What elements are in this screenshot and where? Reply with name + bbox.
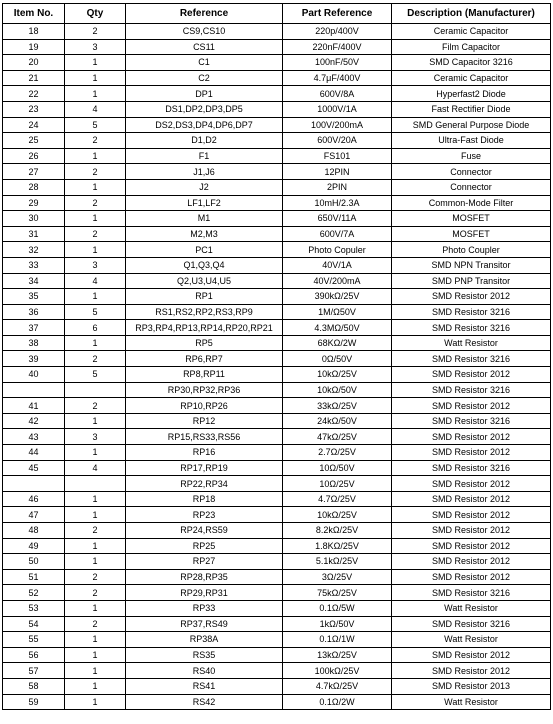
table-row — [3, 195, 551, 211]
item-no-cell: 56 — [3, 647, 65, 663]
description-cell: SMD General Purpose Diode — [392, 117, 551, 133]
table-row — [3, 382, 551, 398]
qty-cell: 2 — [65, 351, 126, 367]
reference-cell: Q1,Q3,Q4 — [126, 257, 283, 273]
part-reference-cell: 100V/200mA — [283, 117, 392, 133]
item-no-cell: 52 — [3, 585, 65, 601]
reference-cell: M1 — [126, 211, 283, 227]
table-row — [3, 304, 551, 320]
qty-cell: 1 — [65, 289, 126, 305]
item-no-cell: 45 — [3, 460, 65, 476]
qty-cell: 1 — [65, 694, 126, 710]
qty-cell: 2 — [65, 195, 126, 211]
table-row — [3, 538, 551, 554]
table-row — [3, 164, 551, 180]
reference-cell: DS1,DP2,DP3,DP5 — [126, 101, 283, 117]
item-no-cell: 27 — [3, 164, 65, 180]
table-row — [3, 24, 551, 40]
table-row — [3, 335, 551, 351]
qty-cell: 1 — [65, 148, 126, 164]
reference-cell: F1 — [126, 148, 283, 164]
reference-cell: RP22,RP34 — [126, 476, 283, 492]
table-row — [3, 398, 551, 414]
table-row — [3, 351, 551, 367]
description-cell: SMD Resistor 2012 — [392, 491, 551, 507]
part-reference-cell: 1kΩ/50V — [283, 616, 392, 632]
part-reference-cell: 3Ω/25V — [283, 569, 392, 585]
reference-cell: CS11 — [126, 39, 283, 55]
reference-cell: RP37,RS49 — [126, 616, 283, 632]
description-cell: SMD NPN Transitor — [392, 257, 551, 273]
part-reference-cell: 13kΩ/25V — [283, 647, 392, 663]
part-reference-cell: 8.2kΩ/25V — [283, 523, 392, 539]
item-no-cell: 47 — [3, 507, 65, 523]
item-no-cell: 58 — [3, 678, 65, 694]
item-no-cell: 22 — [3, 86, 65, 102]
table-row — [3, 507, 551, 523]
qty-cell: 1 — [65, 507, 126, 523]
item-no-cell: 25 — [3, 133, 65, 149]
header-reference: Reference — [126, 4, 283, 24]
description-cell: SMD Resistor 3216 — [392, 320, 551, 336]
qty-cell: 2 — [65, 585, 126, 601]
qty-cell: 2 — [65, 226, 126, 242]
table-row — [3, 678, 551, 694]
part-reference-cell: 4.3MΩ/50V — [283, 320, 392, 336]
qty-cell — [65, 382, 126, 398]
part-reference-cell: 10kΩ/25V — [283, 507, 392, 523]
part-reference-cell: 600V/8A — [283, 86, 392, 102]
reference-cell: RP29,RP31 — [126, 585, 283, 601]
table-row — [3, 429, 551, 445]
reference-cell: RP5 — [126, 335, 283, 351]
description-cell: Common-Mode Filter — [392, 195, 551, 211]
table-row — [3, 476, 551, 492]
item-no-cell: 31 — [3, 226, 65, 242]
table-row — [3, 445, 551, 461]
description-cell: SMD Resistor 2012 — [392, 663, 551, 679]
item-no-cell: 51 — [3, 569, 65, 585]
item-no-cell: 18 — [3, 24, 65, 40]
table-row — [3, 647, 551, 663]
reference-cell: RP27 — [126, 554, 283, 570]
part-reference-cell: 75kΩ/25V — [283, 585, 392, 601]
part-reference-cell: 600V/7A — [283, 226, 392, 242]
reference-cell: LF1,LF2 — [126, 195, 283, 211]
item-no-cell: 38 — [3, 335, 65, 351]
part-reference-cell: 1.8KΩ/25V — [283, 538, 392, 554]
table-row — [3, 117, 551, 133]
reference-cell: RS35 — [126, 647, 283, 663]
part-reference-cell: 650V/11A — [283, 211, 392, 227]
qty-cell: 4 — [65, 460, 126, 476]
description-cell: SMD Resistor 3216 — [392, 616, 551, 632]
part-reference-cell: 0.1Ω/1W — [283, 632, 392, 648]
qty-cell: 5 — [65, 367, 126, 383]
reference-cell: RP15,RS33,RS56 — [126, 429, 283, 445]
item-no-cell: 54 — [3, 616, 65, 632]
description-cell: Ceramic Capacitor — [392, 70, 551, 86]
description-cell: Ultra-Fast Diode — [392, 133, 551, 149]
reference-cell: RP23 — [126, 507, 283, 523]
reference-cell: RS40 — [126, 663, 283, 679]
description-cell: SMD Resistor 3216 — [392, 304, 551, 320]
qty-cell: 1 — [65, 600, 126, 616]
bom-table — [2, 3, 551, 710]
description-cell: SMD Resistor 2012 — [392, 507, 551, 523]
reference-cell: RP10,RP26 — [126, 398, 283, 414]
description-cell: SMD Resistor 2012 — [392, 569, 551, 585]
description-cell: SMD Resistor 2012 — [392, 445, 551, 461]
description-cell: SMD Resistor 2012 — [392, 476, 551, 492]
description-cell: Connector — [392, 179, 551, 195]
reference-cell: RS42 — [126, 694, 283, 710]
item-no-cell: 50 — [3, 554, 65, 570]
description-cell: Hyperfast2 Diode — [392, 86, 551, 102]
description-cell: SMD Resistor 2012 — [392, 647, 551, 663]
reference-cell: RP25 — [126, 538, 283, 554]
part-reference-cell: 220p/400V — [283, 24, 392, 40]
item-no-cell: 55 — [3, 632, 65, 648]
description-cell: MOSFET — [392, 226, 551, 242]
table-row — [3, 367, 551, 383]
description-cell: Watt Resistor — [392, 694, 551, 710]
part-reference-cell: 0.1Ω/2W — [283, 694, 392, 710]
table-row — [3, 70, 551, 86]
part-reference-cell: 2.7Ω/25V — [283, 445, 392, 461]
part-reference-cell: 10mH/2.3A — [283, 195, 392, 211]
item-no-cell: 42 — [3, 413, 65, 429]
reference-cell: RP38A — [126, 632, 283, 648]
item-no-cell: 34 — [3, 273, 65, 289]
qty-cell: 1 — [65, 211, 126, 227]
description-cell: SMD Resistor 3216 — [392, 382, 551, 398]
reference-cell: RP6,RP7 — [126, 351, 283, 367]
description-cell: SMD Resistor 2012 — [392, 367, 551, 383]
part-reference-cell: 24kΩ/50V — [283, 413, 392, 429]
qty-cell: 2 — [65, 164, 126, 180]
part-reference-cell: 1M/Ω50V — [283, 304, 392, 320]
table-row — [3, 523, 551, 539]
table-row — [3, 211, 551, 227]
table-row — [3, 460, 551, 476]
description-cell: SMD Resistor 3216 — [392, 460, 551, 476]
description-cell: SMD Resistor 2012 — [392, 398, 551, 414]
table-row — [3, 242, 551, 258]
qty-cell: 1 — [65, 55, 126, 71]
item-no-cell: 41 — [3, 398, 65, 414]
qty-cell: 2 — [65, 24, 126, 40]
table-row — [3, 273, 551, 289]
part-reference-cell: 100kΩ/25V — [283, 663, 392, 679]
description-cell: Connector — [392, 164, 551, 180]
description-cell: SMD Resistor 2012 — [392, 289, 551, 305]
reference-cell: RP12 — [126, 413, 283, 429]
qty-cell: 5 — [65, 304, 126, 320]
part-reference-cell: 390kΩ/25V — [283, 289, 392, 305]
table-row — [3, 320, 551, 336]
qty-cell: 1 — [65, 647, 126, 663]
qty-cell: 1 — [65, 538, 126, 554]
description-cell: SMD PNP Transitor — [392, 273, 551, 289]
item-no-cell: 39 — [3, 351, 65, 367]
reference-cell: M2,M3 — [126, 226, 283, 242]
qty-cell: 3 — [65, 429, 126, 445]
description-cell: Photo Coupler — [392, 242, 551, 258]
part-reference-cell: 10Ω/50V — [283, 460, 392, 476]
table-row — [3, 632, 551, 648]
table-row — [3, 413, 551, 429]
qty-cell: 1 — [65, 70, 126, 86]
reference-cell: DS2,DS3,DP4,DP6,DP7 — [126, 117, 283, 133]
reference-cell: PC1 — [126, 242, 283, 258]
item-no-cell: 23 — [3, 101, 65, 117]
reference-cell: J2 — [126, 179, 283, 195]
item-no-cell: 20 — [3, 55, 65, 71]
part-reference-cell: 0.1Ω/5W — [283, 600, 392, 616]
reference-cell: RP3,RP4,RP13,RP14,RP20,RP21 — [126, 320, 283, 336]
qty-cell: 3 — [65, 39, 126, 55]
reference-cell: RP16 — [126, 445, 283, 461]
table-header — [3, 4, 551, 24]
table-row — [3, 101, 551, 117]
reference-cell: Q2,U3,U4,U5 — [126, 273, 283, 289]
header-description: Description (Manufacturer) — [392, 4, 551, 24]
item-no-cell: 43 — [3, 429, 65, 445]
item-no-cell: 35 — [3, 289, 65, 305]
item-no-cell: 49 — [3, 538, 65, 554]
reference-cell: DP1 — [126, 86, 283, 102]
table-body — [3, 24, 551, 710]
item-no-cell — [3, 476, 65, 492]
qty-cell: 4 — [65, 101, 126, 117]
qty-cell: 1 — [65, 632, 126, 648]
reference-cell: RS1,RS2,RP2,RS3,RP9 — [126, 304, 283, 320]
part-reference-cell: 5.1kΩ/25V — [283, 554, 392, 570]
item-no-cell: 24 — [3, 117, 65, 133]
reference-cell: D1,D2 — [126, 133, 283, 149]
description-cell: Film Capacitor — [392, 39, 551, 55]
part-reference-cell: 4.7Ω/25V — [283, 491, 392, 507]
description-cell: Ceramic Capacitor — [392, 24, 551, 40]
qty-cell: 1 — [65, 86, 126, 102]
table-row — [3, 133, 551, 149]
qty-cell: 3 — [65, 257, 126, 273]
part-reference-cell: Photo Copuler — [283, 242, 392, 258]
table-row — [3, 39, 551, 55]
table-row — [3, 289, 551, 305]
qty-cell: 1 — [65, 179, 126, 195]
reference-cell: RP1 — [126, 289, 283, 305]
qty-cell: 1 — [65, 678, 126, 694]
reference-cell: RP33 — [126, 600, 283, 616]
reference-cell: RP8,RP11 — [126, 367, 283, 383]
table-row — [3, 491, 551, 507]
part-reference-cell: 10kΩ/25V — [283, 367, 392, 383]
description-cell: Watt Resistor — [392, 335, 551, 351]
reference-cell: RS41 — [126, 678, 283, 694]
part-reference-cell: 12PIN — [283, 164, 392, 180]
item-no-cell: 44 — [3, 445, 65, 461]
qty-cell: 1 — [65, 413, 126, 429]
description-cell: Watt Resistor — [392, 632, 551, 648]
description-cell: SMD Resistor 3216 — [392, 585, 551, 601]
table-row — [3, 257, 551, 273]
reference-cell: RP18 — [126, 491, 283, 507]
table-row — [3, 616, 551, 632]
header-qty: Qty — [65, 4, 126, 24]
reference-cell: C2 — [126, 70, 283, 86]
part-reference-cell: 40V/1A — [283, 257, 392, 273]
qty-cell: 2 — [65, 133, 126, 149]
part-reference-cell: 4.7kΩ/25V — [283, 678, 392, 694]
header-part-reference: Part Reference — [283, 4, 392, 24]
qty-cell: 2 — [65, 569, 126, 585]
qty-cell: 1 — [65, 554, 126, 570]
item-no-cell: 57 — [3, 663, 65, 679]
item-no-cell — [3, 382, 65, 398]
part-reference-cell: 10Ω/25V — [283, 476, 392, 492]
description-cell: SMD Resistor 2012 — [392, 523, 551, 539]
part-reference-cell: 47kΩ/25V — [283, 429, 392, 445]
table-row — [3, 569, 551, 585]
qty-cell: 6 — [65, 320, 126, 336]
item-no-cell: 36 — [3, 304, 65, 320]
item-no-cell: 32 — [3, 242, 65, 258]
qty-cell: 1 — [65, 445, 126, 461]
table-row — [3, 600, 551, 616]
qty-cell: 1 — [65, 242, 126, 258]
qty-cell — [65, 476, 126, 492]
description-cell: Watt Resistor — [392, 600, 551, 616]
header-item-no: Item No. — [3, 4, 65, 24]
qty-cell: 2 — [65, 523, 126, 539]
part-reference-cell: 220nF/400V — [283, 39, 392, 55]
description-cell: Fuse — [392, 148, 551, 164]
item-no-cell: 59 — [3, 694, 65, 710]
description-cell: SMD Capacitor 3216 — [392, 55, 551, 71]
item-no-cell: 28 — [3, 179, 65, 195]
part-reference-cell: 68KΩ/2W — [283, 335, 392, 351]
description-cell: Fast Rectifier Diode — [392, 101, 551, 117]
reference-cell: CS9,CS10 — [126, 24, 283, 40]
table-row — [3, 694, 551, 710]
description-cell: SMD Resistor 3216 — [392, 351, 551, 367]
table-row — [3, 55, 551, 71]
description-cell: SMD Resistor 2013 — [392, 678, 551, 694]
item-no-cell: 21 — [3, 70, 65, 86]
table-row — [3, 86, 551, 102]
item-no-cell: 46 — [3, 491, 65, 507]
part-reference-cell: 0Ω/50V — [283, 351, 392, 367]
part-reference-cell: 33kΩ/25V — [283, 398, 392, 414]
table-row — [3, 663, 551, 679]
description-cell: SMD Resistor 3216 — [392, 413, 551, 429]
item-no-cell: 53 — [3, 600, 65, 616]
reference-cell: RP17,RP19 — [126, 460, 283, 476]
reference-cell: RP30,RP32,RP36 — [126, 382, 283, 398]
table-row — [3, 226, 551, 242]
table-row — [3, 554, 551, 570]
qty-cell: 1 — [65, 491, 126, 507]
part-reference-cell: 2PIN — [283, 179, 392, 195]
description-cell: MOSFET — [392, 211, 551, 227]
item-no-cell: 40 — [3, 367, 65, 383]
part-reference-cell: 1000V/1A — [283, 101, 392, 117]
part-reference-cell: 10kΩ/50V — [283, 382, 392, 398]
item-no-cell: 30 — [3, 211, 65, 227]
qty-cell: 1 — [65, 335, 126, 351]
item-no-cell: 26 — [3, 148, 65, 164]
item-no-cell: 48 — [3, 523, 65, 539]
part-reference-cell: FS101 — [283, 148, 392, 164]
table-row — [3, 585, 551, 601]
reference-cell: C1 — [126, 55, 283, 71]
qty-cell: 1 — [65, 663, 126, 679]
description-cell: SMD Resistor 2012 — [392, 429, 551, 445]
qty-cell: 2 — [65, 398, 126, 414]
item-no-cell: 37 — [3, 320, 65, 336]
description-cell: SMD Resistor 2012 — [392, 538, 551, 554]
item-no-cell: 19 — [3, 39, 65, 55]
qty-cell: 5 — [65, 117, 126, 133]
description-cell: SMD Resistor 2012 — [392, 554, 551, 570]
header-row — [3, 4, 551, 24]
reference-cell: RP28,RP35 — [126, 569, 283, 585]
part-reference-cell: 4.7μF/400V — [283, 70, 392, 86]
reference-cell: RP24,RS59 — [126, 523, 283, 539]
item-no-cell: 33 — [3, 257, 65, 273]
item-no-cell: 29 — [3, 195, 65, 211]
part-reference-cell: 600V/20A — [283, 133, 392, 149]
table-row — [3, 148, 551, 164]
part-reference-cell: 40V/200mA — [283, 273, 392, 289]
reference-cell: J1,J6 — [126, 164, 283, 180]
table-row — [3, 179, 551, 195]
part-reference-cell: 100nF/50V — [283, 55, 392, 71]
qty-cell: 4 — [65, 273, 126, 289]
qty-cell: 2 — [65, 616, 126, 632]
